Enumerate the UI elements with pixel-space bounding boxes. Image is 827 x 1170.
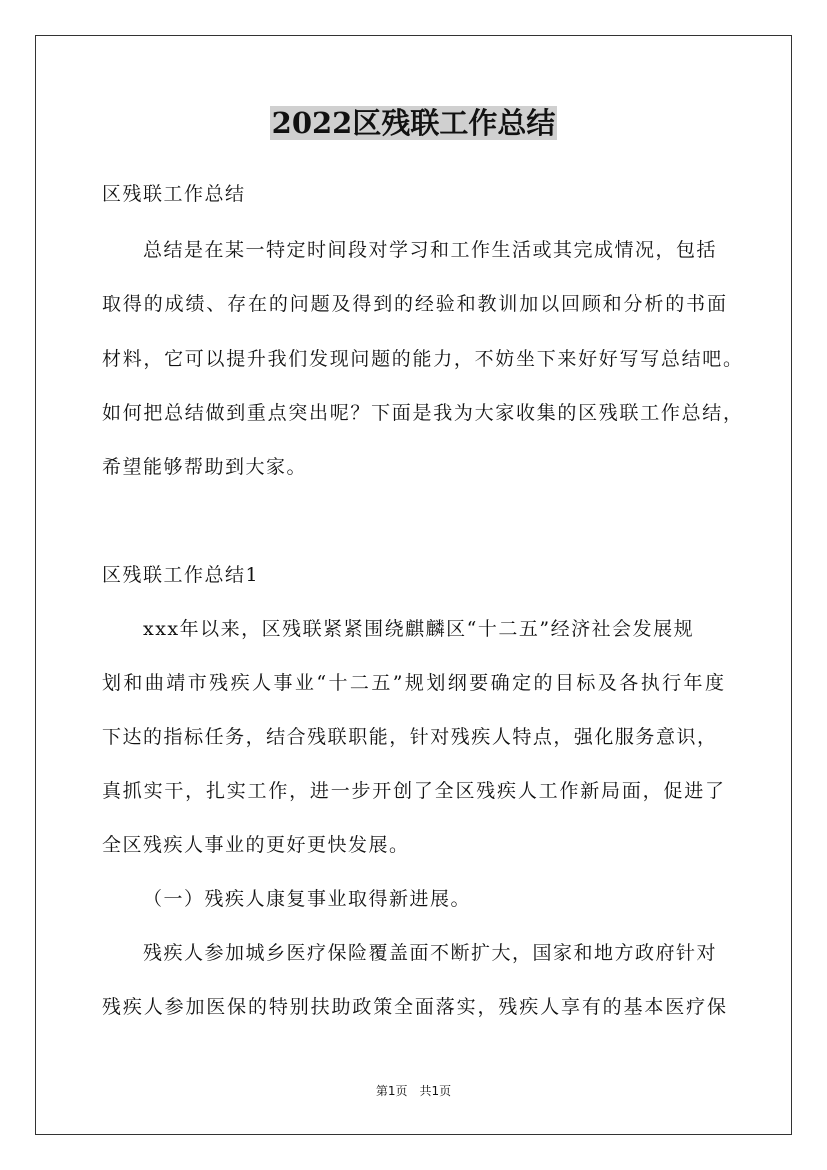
page-footer: 第1页 共1页: [375, 1084, 452, 1098]
paragraph-line: 残疾人参加医保的特别扶助政策全面落实，残疾人享有的基本医疗保: [102, 996, 726, 1018]
intro-line: 总结是在某一特定时间段对学习和工作生活或其完成情况，包括: [143, 239, 718, 261]
paragraph-line: xxx年以来，区残联紧紧围绕麒麟区“十二五”经济社会发展规: [143, 618, 695, 640]
document-title: 2022区残联工作总结: [271, 106, 556, 140]
paragraph-line: 划和曲靖市残疾人事业“十二五”规划纲要确定的目标及各执行年度: [102, 672, 724, 694]
paragraph-line: 全区残疾人事业的更好更快发展。: [102, 834, 410, 856]
intro-line: 如何把总结做到重点突出呢？下面是我为大家收集的区残联工作总结，: [102, 402, 742, 424]
subheading: （一）残疾人康复事业取得新进展。: [143, 888, 472, 910]
intro-line: 希望能够帮助到大家。: [102, 456, 308, 478]
document-heading: 区残联工作总结: [102, 183, 246, 205]
intro-line: 材料，它可以提升我们发现问题的能力，不妨坐下来好好写写总结吧。: [102, 348, 742, 370]
paragraph-line: 残疾人参加城乡医疗保险覆盖面不断扩大，国家和地方政府针对: [143, 942, 718, 964]
intro-line: 取得的成绩、存在的问题及得到的经验和教训加以回顾和分析的书面: [102, 293, 726, 315]
paragraph-line: 下达的指标任务，结合残联职能，针对残疾人特点，强化服务意识，: [102, 726, 716, 748]
section-title: 区残联工作总结1: [102, 564, 260, 586]
paragraph-line: 真抓实干，扎实工作，进一步开创了全区残疾人工作新局面，促进了: [102, 780, 724, 802]
